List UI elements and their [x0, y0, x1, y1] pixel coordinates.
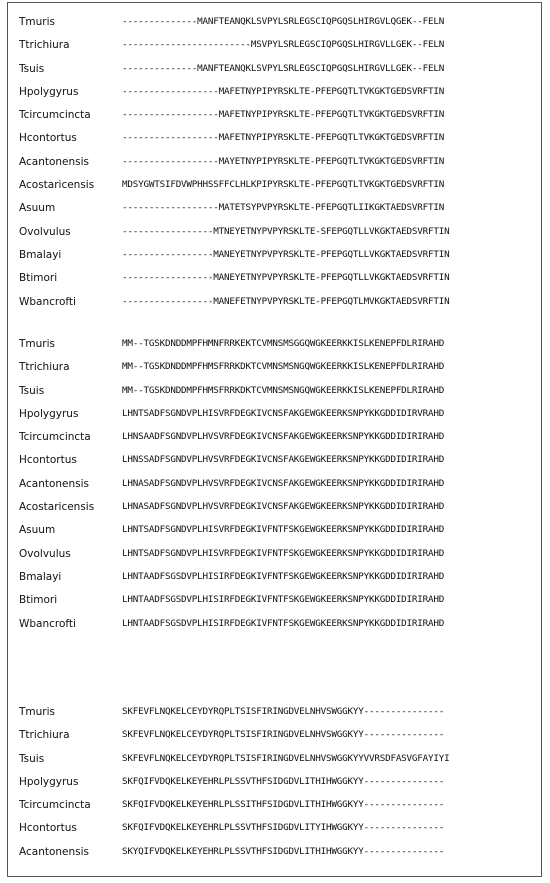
alignment-row — [19, 617, 539, 640]
sequence-text: -----------------MANEYETNYPVPYRSKLTE-PFEPGQTLLVKGKTAEDSVRFTIN — [122, 248, 450, 260]
alignment-row — [19, 593, 539, 616]
species-name: Acantonensis — [19, 477, 90, 490]
sequence-text: SKFEVFLNQKELCEYDYRQPLTSISFIRINGDVELNHVSWGGKYYVVRSDFASVGFAYIYI — [122, 752, 450, 764]
alignment-block-1 — [19, 15, 539, 318]
alignment-frame — [7, 2, 542, 877]
species-name: Acantonensis — [19, 155, 90, 168]
alignment-row — [19, 85, 539, 108]
sequence-text: LHNASADFSGNDVPLHVSVRFDEGKIVCNSFAKGEWGKEERKSNPYKKGDDIDIRIRAHD — [122, 477, 445, 489]
species-name: Hpolygyrus — [19, 775, 79, 788]
alignment-row — [19, 155, 539, 178]
species-name: Tcircumcincta — [19, 431, 91, 444]
sequence-text: -----------------MANEYETNYPVPYRSKLTE-PFEPGQTLLVKGKTAEDSVRFTIN — [122, 272, 450, 284]
alignment-row — [19, 500, 539, 523]
species-name: Wbancrofti — [19, 295, 76, 308]
alignment-block-3 — [19, 705, 539, 868]
alignment-row — [19, 62, 539, 85]
alignment-row — [19, 248, 539, 271]
species-name: Tcircumcincta — [19, 799, 91, 812]
sequence-text: SKFEVFLNQKELCEYDYRQPLTSISFIRINGDVELNHVSWGGKYY--------------- — [122, 729, 445, 741]
alignment-row — [19, 547, 539, 570]
species-name: Ttrichiura — [19, 729, 70, 742]
sequence-text: --------------MANFTEANQKLSVPYLSRLEGSCIQPGQSLHIRGVLQGEK--FELN — [122, 16, 445, 27]
sequence-text: LHNTSADFSGNDVPLHISVRFDEGKIVFNTFSKGEWGKEERKSNPYKKGDDIDIRIRAHD — [122, 547, 445, 559]
alignment-row — [19, 271, 539, 294]
alignment-row — [19, 225, 539, 248]
alignment-row — [19, 752, 539, 775]
alignment-row — [19, 131, 539, 154]
species-name: Ttrichiura — [19, 39, 70, 52]
sequence-text: LHNTAADFSGSDVPLHISIRFDEGKIVFNTFSKGEWGKEERKSNPYKKGDDIDIRIRAHD — [122, 570, 445, 582]
alignment-row — [19, 38, 539, 61]
alignment-row — [19, 728, 539, 751]
alignment-row — [19, 453, 539, 476]
species-name: Tsuis — [19, 384, 45, 397]
sequence-text: ------------------MAFETNYPIPYRSKLTE-PFEPGQTLTVKGKTGEDSVRFTIN — [122, 85, 445, 97]
sequence-text: MDSYGWTSIFDVWPHHSSFFCLHLKPIPYRSKLTE-PFEPGQTLTVKGKTGEDSVRFTIN — [122, 179, 445, 191]
species-name: Tcircumcincta — [19, 109, 91, 122]
alignment-row — [19, 798, 539, 821]
alignment-row — [19, 108, 539, 131]
sequence-text: LHNASADFSGNDVPLHVSVRFDEGKIVCNSFAKGEWGKEERKSNPYKKGDDIDIRIRAHD — [122, 501, 445, 513]
species-name: Tsuis — [19, 752, 45, 765]
species-name: Tmuris — [19, 706, 56, 718]
species-name: Asuum — [19, 202, 56, 215]
sequence-text: LHNTAADFSGSDVPLHISIRFDEGKIVFNTFSKGEWGKEERKSNPYKKGDDIDIRIRAHD — [122, 594, 445, 606]
species-name: Tmuris — [19, 338, 56, 350]
species-name: Bmalayi — [19, 570, 62, 583]
sequence-text: ------------------MAYETNYPIPYRSKLTE-PFEPGQTLTVKGKTGEDSVRFTIN — [122, 155, 445, 167]
species-name: Ttrichiura — [19, 361, 70, 374]
sequence-text: MM--TGSKDNDDMPFHMSFRRKDKTCVMNSMSNGQWGKEERKKISLKENEPFDLRIRAHD — [122, 361, 445, 373]
sequence-text: ------------------MAFETNYPIPYRSKLTE-PFEPGQTLTVKGKTGEDSVRFTIN — [122, 109, 445, 121]
sequence-text: LHNSSADFSGNDVPLHVSVRFDEGKIVCNSFAKGEWGKEERKSNPYKKGDDIDIRIRAHD — [122, 454, 445, 466]
sequence-text: MM--TGSKDNDDMPFHMNFRRKEKTCVMNSMSGGQWGKEERKKISLKENEPFDLRIRAHD — [122, 338, 445, 349]
species-name: Hcontortus — [19, 132, 77, 145]
species-name: Wbancrofti — [19, 617, 76, 630]
sequence-text: LHNTSADFSGNDVPLHISVRFDEGKIVFNTFSKGEWGKEERKSNPYKKGDDIDIRIRAHD — [122, 524, 445, 536]
sequence-text: --------------MANFTEANQKLSVPYLSRLEGSCIQPGQSLHIRGVLLGEK--FELN — [122, 62, 445, 74]
alignment-row — [19, 337, 539, 360]
species-name: Ovolvulus — [19, 547, 71, 560]
species-name: Btimori — [19, 594, 58, 607]
sequence-text: SKFQIFVDQKELKEYEHRLPLSSVTHFSIDGDVLITHIHWGGKYY--------------- — [122, 775, 445, 787]
sequence-text: LHNSAADFSGNDVPLHVSVRFDEGKIVCNSFAKGEWGKEERKSNPYKKGDDIDIRIRAHD — [122, 431, 445, 443]
alignment-row — [19, 201, 539, 224]
species-name: Ovolvulus — [19, 225, 71, 238]
alignment-row — [19, 178, 539, 201]
sequence-text: -----------------MTNEYETNYPVPYRSKLTE-SFEPGQTLLVKGKTAEDSVRFTIN — [122, 225, 450, 237]
alignment-row — [19, 775, 539, 798]
alignment-row — [19, 430, 539, 453]
sequence-text: SKYQIFVDQKELKEYEHRLPLSSVTHFSIDGDVLITHIHWGGKYY--------------- — [122, 845, 445, 857]
species-name: Acantonensis — [19, 845, 90, 858]
sequence-text: ------------------------MSVPYLSRLEGSCIQPGQSLHIRGVLLGEK--FELN — [122, 39, 445, 51]
sequence-text: ------------------MATETSYPVPYRSKLTE-PFEPGQTLIIKGKTAEDSVRFTIN — [122, 202, 445, 214]
species-name: Asuum — [19, 524, 56, 537]
sequence-text: SKFQIFVDQKELKEYEHRLPLSSVTHFSIDGDVLITYIHWGGKYY--------------- — [122, 822, 445, 834]
alignment-row — [19, 477, 539, 500]
alignment-row — [19, 705, 539, 728]
species-name: Tsuis — [19, 62, 45, 75]
alignment-row — [19, 845, 539, 868]
species-name: Btimori — [19, 272, 58, 285]
species-name: Hpolygyrus — [19, 407, 79, 420]
alignment-row — [19, 407, 539, 430]
species-name: Hcontortus — [19, 822, 77, 835]
species-name: Hpolygyrus — [19, 85, 79, 98]
sequence-text: LHNTSADFSGNDVPLHISVRFDEGKIVCNSFAKGEWGKEERKSNPYKKGDDIDIRVRAHD — [122, 407, 445, 419]
alignment-row — [19, 523, 539, 546]
sequence-text: LHNTAADFSGSDVPLHISIRFDEGKIVFNTFSKGEWGKEERKSNPYKKGDDIDIRIRAHD — [122, 617, 445, 629]
alignment-row — [19, 821, 539, 844]
sequence-text: ------------------MAFETNYPIPYRSKLTE-PFEPGQTLTVKGKTGEDSVRFTIN — [122, 132, 445, 144]
sequence-text: MM--TGSKDNDDMPFHMSFRRKDKTCVMNSMSNGQWGKEERKKISLKENEPFDLRIRAHD — [122, 384, 445, 396]
species-name: Bmalayi — [19, 248, 62, 261]
alignment-row — [19, 360, 539, 383]
alignment-row — [19, 384, 539, 407]
alignment-row — [19, 295, 539, 318]
species-name: Tmuris — [19, 16, 56, 28]
sequence-text: SKFEVFLNQKELCEYDYRQPLTSISFIRINGDVELNHVSWGGKYY--------------- — [122, 706, 445, 717]
species-name: Acostaricensis — [19, 179, 95, 192]
sequence-text: -----------------MANEFETNYPVPYRSKLTE-PFEPGQTLMVKGKTAEDSVRFTIN — [122, 295, 450, 307]
sequence-text: SKFQIFVDQKELKEYEHRLPLSSITHFSIDGDVLITHIHWGGKYY--------------- — [122, 799, 445, 811]
alignment-block-2 — [19, 337, 539, 640]
alignment-row — [19, 15, 539, 38]
species-name: Acostaricensis — [19, 501, 95, 514]
alignment-row — [19, 570, 539, 593]
species-name: Hcontortus — [19, 454, 77, 467]
